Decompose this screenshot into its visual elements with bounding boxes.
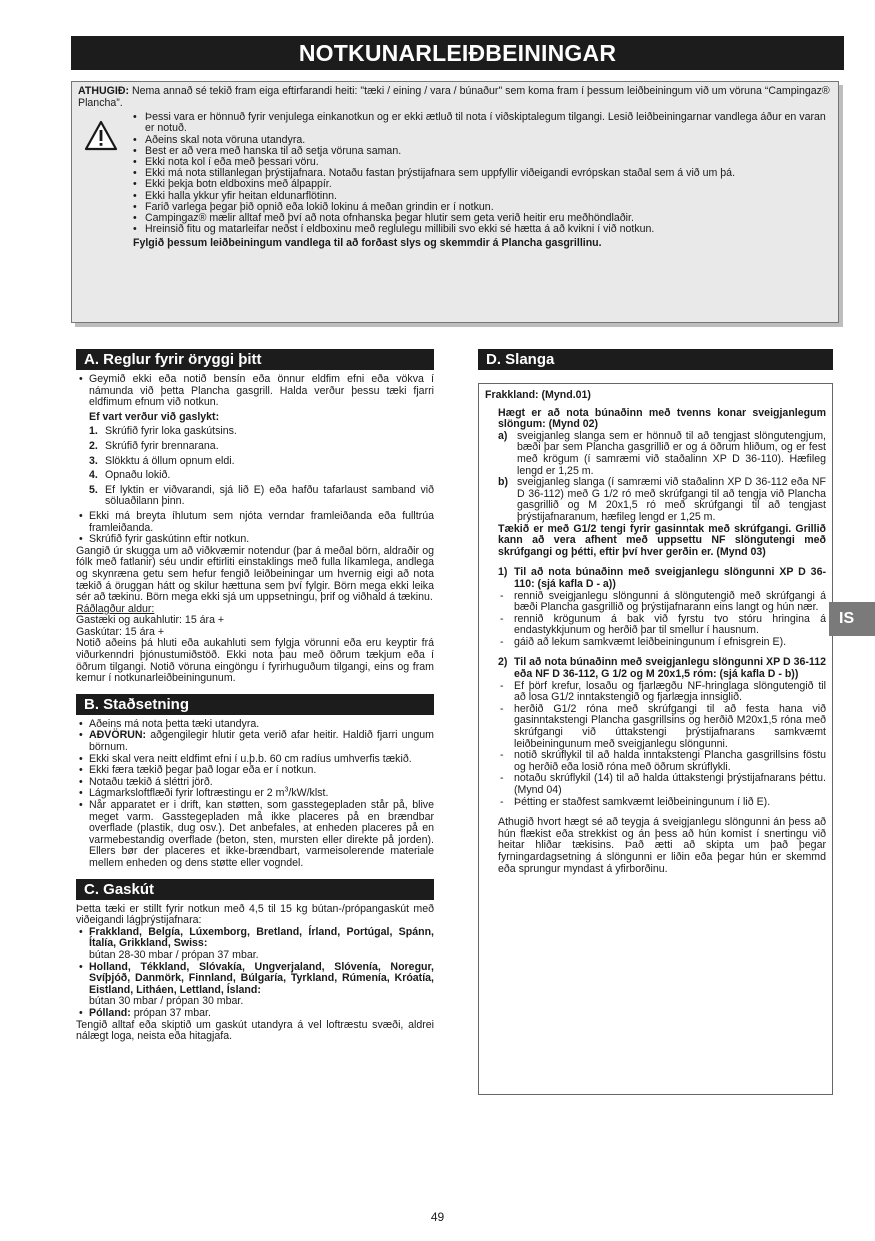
list-item: - Ef þörf krefur, losaðu og fjarlægðu NF-hringlaga slöngutengið til að losa G1/2 inntakstengið og fjarlægja innsiglið. <box>485 681 826 704</box>
gas-leak-title: Ef vart verður við gaslykt: <box>89 410 220 423</box>
list-item: • Notaðu tækið á sléttri jörð. <box>76 777 434 789</box>
age-line: Gastæki og aukahlutir: 15 ára + <box>76 614 225 627</box>
list-item: 2. Skrúfið fyrir brennarana. <box>89 439 219 452</box>
list-item: 1. Skrúfið fyrir loka gaskútsins. <box>89 425 237 438</box>
notice-list <box>78 112 832 235</box>
notice-box <box>71 81 839 323</box>
list-item: • Når apparatet er i drift, kan støtten, som gasstegepladen står på, blive meget varm. Gasstegepladen må ikke placeres på en brændbar overflade (plastik, dug osv.). Det anbefales, at enheden placeres på en varmebestandig overflade (beton, sten, mursten eller direkte på jorden). Ellers bør der placeres et ikke-brændbart, varmeisolerende materiale mellem enheden og dens støtte eller vogndel. <box>76 800 434 870</box>
cylinder-intro: Þetta tæki er stillt fyrir notkun með 4,5 til 15 kg bútan-/própangaskút með viðeigandi lágþrýstijafnara: <box>76 902 434 927</box>
section-a-heading: A. Reglur fyrir öryggi þitt <box>76 349 434 370</box>
list-item: 4. Opnaðu lokið. <box>89 469 171 482</box>
parts-paragraph: Notið aðeins þá hluti eða aukahluti sem fylgja vörunni eða eru keyptir frá viðurkenndri þjónustumiðstöð. Ekki nota þau með öðrum tækjum eða í öðrum tilgangi. Notið vöruna eingöngu í fyrirhuguðum tilgangi, eins og fram kemur í notkunarleiðbeiningunum. <box>76 637 434 685</box>
list-item: • Aðeins skal nota vöruna utandyra. <box>133 135 832 146</box>
list-item: • AÐVÖRUN: aðgengilegir hlutir geta verið afar heitir. Haldið fjarri ungum börnum. <box>76 730 434 753</box>
language-tab: IS <box>829 602 875 636</box>
list-item: • Ekki halla ykkur yfir heitan eldunarflötinn. <box>133 191 832 202</box>
list-item: • Ekki skal vera neitt eldfimt efni í u.þ.b. 60 cm radíus umhverfis tækið. <box>76 754 434 766</box>
cylinder-outro: Tengið alltaf eða skiptið um gaskút utandyra á vel loftræstu svæði, aldrei nálægt loga, neista eða hitagjafa. <box>76 1018 434 1043</box>
hose-type-a: a) sveigjanleg slanga sem er hönnuð til að tengjast slöngutengjum, bæði þar sem Plancha gasgrillið er og á öðrum hliðum, og er fest með krögum (í samræmi við staðalinn XP D 36-110). Hæfileg lengd er 1,25 m. <box>498 429 826 477</box>
inlet-paragraph: Tækið er með G1/2 tengi fyrir gasinntak með skrúfgangi. Grillið kann að vera afhent með uppsettu NF slöngutengi með skrúfgangi og þétti, eftir því hver gerðin er. (Mynd 03) <box>498 522 826 558</box>
step-2-heading: 2) Til að nota búnaðinn með sveigjanlegu slöngunni XP D 36-112 eða NF D 36-112, G 1/2 og M 20x1,5 róm: (sjá kafla D - b)) <box>498 656 826 681</box>
list-item: • Farið varlega þegar þið opnið eða lokið lokinu á meðan grindin er í notkun. <box>133 202 832 213</box>
list-item: • Þessi vara er hönnuð fyrir venjulega einkanotkun og er ekki ætluð til nota í viðskiptalegum tilgangi. Lesið leiðbeiningarnar vandlega áður en varan er notuð. <box>133 112 832 134</box>
list-item: • Ekki færa tækið þegar það logar eða er í notkun. <box>76 765 434 777</box>
list-item: • Aðeins má nota þetta tæki utandyra. <box>76 719 434 731</box>
list-item: - herðið G1/2 róna með skrúfgangi til að festa hana við gasinntakstengi Plancha gasgrillsins og herðið M20x1,5 róna með skrúfgangi við úttakstengi þrýstijafnarans samkvæmt leiðbeiningunum með sveigjanlegu slöngunni. <box>485 704 826 750</box>
section-d-heading: D. Slanga <box>478 349 833 370</box>
hose-type-b: b) sveigjanleg slanga (í samræmi við staðalinn XP D 36-112 eða NF D 36-112) með G 1/2 ró með skrúfgangi til að tengja við Plancha gasgrillið og M 20x1,5 ró með skrúfgangi til að tengjast þrýstijafnaranum, hæfileg lengd er 1,25 m. <box>498 476 826 523</box>
list-item: • Pólland: própan 37 mbar. <box>76 1008 434 1020</box>
supervision-paragraph: Gangið úr skugga um að viðkvæmir notendur (þar á meðal börn, aldraðir og fólk með fatlanir) séu undir eftirliti einstaklings með fulla líkamlega, andlega og skynræna getu sem hefur fengið leiðbeiningar um hvernig eigi að nota tækið á öruggan hátt og skilur hættuna sem því fylgir. Börn mega ekki leika sér að tækinu. Börn mega ekki sjá um uppsetningu, þrif og viðhald á tækinu. <box>76 544 434 604</box>
section-b-heading: B. Staðsetning <box>76 694 434 715</box>
notice-intro: ATHUGIÐ: Nema annað sé tekið fram eiga eftirfarandi heiti: "tæki / eining / vara / búnaður" sem koma fram í þessum leiðbeiningum við um vöruna “Campingaz® Plancha”. <box>78 85 830 109</box>
list-item: 3. Slökktu á öllum opnum eldi. <box>89 454 235 467</box>
page-title: NOTKUNARLEIÐBEININGAR <box>71 36 844 70</box>
list-item: - notið skrúflykil til að halda inntakstengi Plancha gasgrillsins föstu og herðið eða losið róna með öðrum skrúflykli. <box>485 750 826 773</box>
step-1-heading: 1) Til að nota búnaðinn með sveigjanlegu slöngunni XP D 36-110: (sjá kafla D - a)) <box>498 566 826 590</box>
age-line: Gaskútar: 15 ára + <box>76 625 165 638</box>
list-item: • Best er að vera með hanska til að setja vöruna saman. <box>133 146 832 157</box>
left-column <box>76 349 434 1043</box>
list-item: • Ekki þekja botn eldboxins með álpappír. <box>133 179 832 190</box>
list-item: - rennið sveigjanlegu slöngunni á slöngutengið með skrúfgangi á bæði Plancha gasgrillið og þrýstijafnarann eins langt og hún nær. <box>485 591 826 614</box>
section-d-box <box>478 383 833 1095</box>
list-item: - rennið krögunum á bak við fyrstu tvo stóru hringina á endastykkjunum og herðið þar til smellur í hausnum. <box>485 614 826 637</box>
section-c-heading: C. Gaskút <box>76 879 434 900</box>
hose-check-paragraph: Athugið hvort hægt sé að teygja á sveigjanlegu slöngunni án þess að hún flækist eða strekkist og án þess að hún komist í snertingu við heitar hliðar tækisins. Það ætti að skipta um það þegar fyrningardagsetning á slöngunni er liðin eða þegar hún er skemmd eða sprungur myndast á yfirborðinu. <box>498 816 826 875</box>
list-item: 5. Ef lyktin er viðvarandi, sjá lið E) eða hafðu tafarlaust samband við söluaðilann þinn. <box>89 483 434 508</box>
list-item: • Campingaz® mælir alltaf með því að nota ofnhanska þegar hlutir sem geta verið heitir eru meðhöndlaðir. <box>133 213 832 224</box>
list-item: • Ekki má nota stillanlegan þrýstijafnara. Notaðu fastan þrýstijafnara sem uppfyllir viðeigandi evrópskan staðal sem á við um þá. <box>133 168 832 179</box>
list-item: • Ekki má breyta íhlutum sem njóta verndar framleiðanda eða fulltrúa framleiðanda. <box>76 511 434 534</box>
list-item: - Þétting er staðfest samkvæmt leiðbeiningunum í lið E). <box>485 797 826 809</box>
list-item: • Lágmarksloftflæði fyrir loftræstingu er 2 $m^3/kW$/klst. <box>76 788 434 800</box>
list-item: • Frakkland, Belgía, Lúxemborg, Bretland, Írland, Portúgal, Spánn, Ítalía, Grikkland, Swiss: bútan 28-30 mbar / própan 37 mbar. <box>76 927 434 962</box>
list-item: • Holland, Tékkland, Slóvakía, Ungverjaland, Slóvenía, Noregur, Svíþjóð, Danmörk, Finnland, Búlgaría, Tyrkland, Rúmenía, Króatía, Eistland, Litháen, Lettland, Ísland: bútan 30 mbar / própan 30 mbar. <box>76 962 434 1008</box>
page-number: 49 <box>430 1210 445 1224</box>
list-item: • Ekki nota kol í eða með þessari vöru. <box>133 157 832 168</box>
age-title: Ráðlagður aldur: <box>76 602 155 615</box>
france-title: Frakkland: (Mynd.01) <box>485 389 591 401</box>
notice-final: Fylgið þessum leiðbeiningum vandlega til að forðast slys og skemmdir á Plancha gasgrillinu. <box>133 237 602 250</box>
hose-types-intro: Hægt er að nota búnaðinn með tvenns konar sveigjanlegum slöngum: (Mynd 02) <box>498 406 826 431</box>
list-item: • Skrúfið fyrir gaskútinn eftir notkun. <box>76 534 434 546</box>
list-item: • Hreinsið fitu og matarleifar neðst í eldboxinu með reglulegu millibili svo ekki sé hætta á að kvikni í við notkun. <box>133 224 832 235</box>
list-item: - notaðu skrúflykil (14) til að halda úttakstengi þrýstijafnarans þéttu. (Mynd 04) <box>485 773 826 796</box>
warning-triangle-icon <box>84 120 118 152</box>
list-item: • Geymið ekki eða notið bensín eða önnur eldfim efni eða vökva í námunda við þetta Plancha gasgrill. Halda verður þessu tæki fjarri eldfimum efnum við notkun. <box>76 374 434 409</box>
gas-leak-steps <box>76 426 434 508</box>
right-column-header <box>478 349 833 374</box>
list-item: - gáið að lekum samkvæmt leiðbeiningunum í efnisgrein E). <box>485 637 826 649</box>
